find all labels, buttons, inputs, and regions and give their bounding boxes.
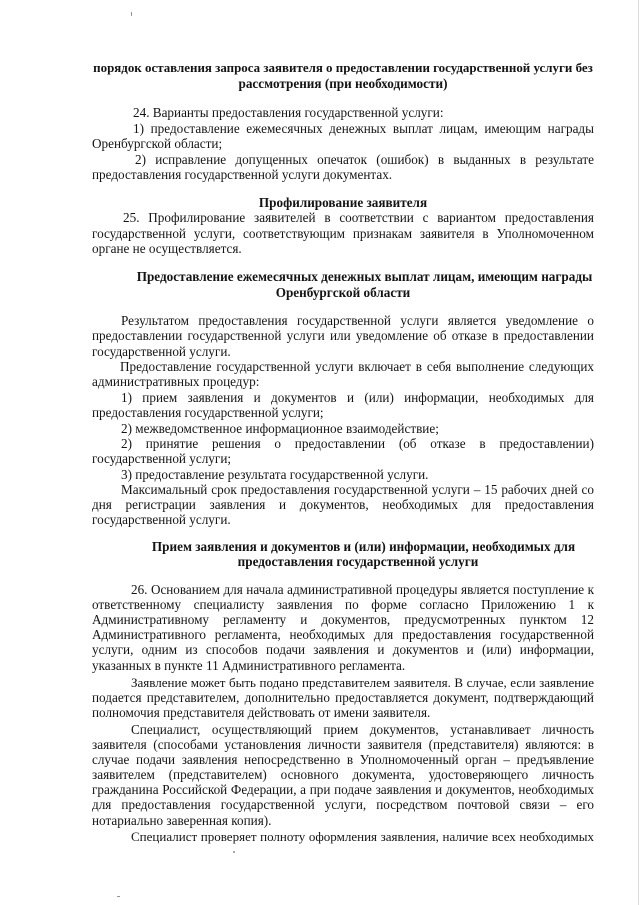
text-line: услуги, одним из способов подачи заявления и документов и (или) информации,: [92, 642, 594, 658]
section-heading-request-without-review: [92, 60, 594, 90]
text-line: заявителя (способами установления личности заявителя (представителя) являются: в: [92, 736, 594, 752]
text-line: заявителем (представителем) основного документа, удостоверяющего личность: [92, 767, 594, 783]
paragraph-result: [92, 313, 594, 359]
text-line: государственной услуги.: [92, 343, 231, 359]
document-page: [92, 60, 594, 844]
text-line: Административному регламенту и документов, предусмотренных пунктом 12: [92, 612, 594, 628]
text-line: подается представителем, дополнительно предоставляется документ, подтверждающий: [92, 689, 594, 705]
text-line: дня регистрации заявления и документов, необходимых для предоставления: [92, 497, 594, 513]
paragraph-identity-check: [92, 722, 594, 828]
section-heading-profiling: [92, 195, 594, 210]
text-line: 24. Варианты предоставления государственной услуги:: [133, 105, 444, 121]
text-line: гражданина Российской Федерации, а при подаче заявления и документов, необходимых: [92, 782, 594, 798]
text-line: нотариально заверенная копия).: [92, 812, 272, 828]
text-line: предоставления государственной услуги документах.: [92, 167, 393, 183]
text-line: рассмотрения (при необходимости): [238, 75, 448, 91]
text-line: ответственному специалисту заявления по форме согласно Приложению 1 к: [92, 596, 594, 612]
text-line: государственной услуги, соответствующим признакам заявителя в Уполномоченном: [92, 225, 594, 241]
text-line: 2) межведомственное информационное взаимодействие;: [121, 420, 439, 436]
text-line: предоставления государственной услуги: [237, 553, 479, 569]
text-line: Оренбургской области;: [92, 136, 223, 152]
paragraph-procedures-intro: [92, 359, 594, 389]
list-item-procedure-2a: [92, 421, 594, 436]
text-line: полномочия представителя действовать от имени заявителя.: [92, 704, 431, 720]
list-item-procedure-2b: [92, 436, 594, 466]
text-line: 2) исправление допущенных опечаток (ошибок) в выданных в результате: [135, 152, 594, 168]
scan-page-edge: [638, 0, 639, 905]
text-line: 26. Основанием для начала административной процедуры является поступление к: [131, 581, 594, 597]
list-item-variant-1: [92, 121, 594, 151]
text-line: 1) предоставление ежемесячных денежных выплат лицам, имеющим награды: [133, 121, 594, 137]
scan-speck: [131, 12, 132, 16]
text-line: 25. Профилирование заявителей в соответствии с вариантом предоставления: [123, 210, 594, 226]
paragraph-representative: [92, 675, 594, 721]
text-line: Предоставление ежемесячных денежных выплат лицам, имеющим награды: [136, 269, 593, 285]
list-item-variant-2: [92, 152, 594, 182]
text-line: государственной услуги.: [92, 512, 231, 528]
text-line: 1) прием заявления и документов и (или) информации, необходимых для: [121, 390, 594, 406]
text-line: предоставления государственной услуги;: [92, 405, 324, 421]
text-line: 2) принятие решения о предоставлении (об отказе в предоставлении): [121, 436, 594, 452]
text-line: 3) предоставление результата государственной услуги.: [121, 466, 429, 482]
text-line: Оренбургской области: [275, 284, 411, 300]
text-line: Предоставление государственной услуги включает в себя выполнение следующих: [120, 359, 594, 375]
text-line: указанных в пункте 11 Административного регламента.: [92, 657, 406, 673]
text-line: предоставлении государственной услуги или уведомление об отказе в предоставлении: [92, 328, 594, 344]
scan-speck: [117, 896, 120, 897]
section-heading-application-intake: [92, 539, 594, 569]
scan-speck: [233, 851, 235, 853]
paragraph-24-intro: [92, 105, 594, 120]
paragraph-26: [92, 582, 594, 673]
text-line: органе не осуществляется.: [92, 240, 242, 256]
text-line: Прием заявления и документов и (или) информации, необходимых для: [151, 538, 576, 554]
text-line: Результатом предоставления государственной услуги является уведомление о: [121, 313, 594, 329]
text-line: порядок оставления запроса заявителя о предоставлении государственной услуги без: [93, 60, 593, 76]
paragraph-completeness-check: [92, 829, 594, 844]
text-line: государственной услуги;: [92, 451, 232, 467]
section-heading-monthly-payments: [92, 269, 594, 299]
text-line: для предоставления государственной услуги, посредством почтовой связи – его: [92, 797, 594, 813]
text-line: Специалист, осуществляющий прием документов, устанавливает личность: [131, 721, 594, 737]
paragraph-25: [92, 210, 594, 256]
text-line: Специалист проверяет полноту оформления заявления, наличие всех необходимых: [131, 829, 594, 845]
list-item-procedure-3: [92, 467, 594, 482]
text-line: Максимальный срок предоставления государственной услуги – 15 рабочих дней со: [121, 481, 594, 497]
text-line: случае подачи заявления непосредственно в Уполномоченный орган – предъявление: [92, 751, 594, 767]
text-line: Административного регламента, необходимых для предоставления государственной: [92, 627, 594, 643]
list-item-procedure-1: [92, 390, 594, 420]
paragraph-max-term: [92, 482, 594, 528]
text-line: Заявление может быть подано представителем заявителя. В случае, если заявление: [131, 674, 594, 690]
text-line: Профилирование заявителя: [258, 195, 428, 211]
text-line: административных процедур:: [92, 374, 260, 390]
